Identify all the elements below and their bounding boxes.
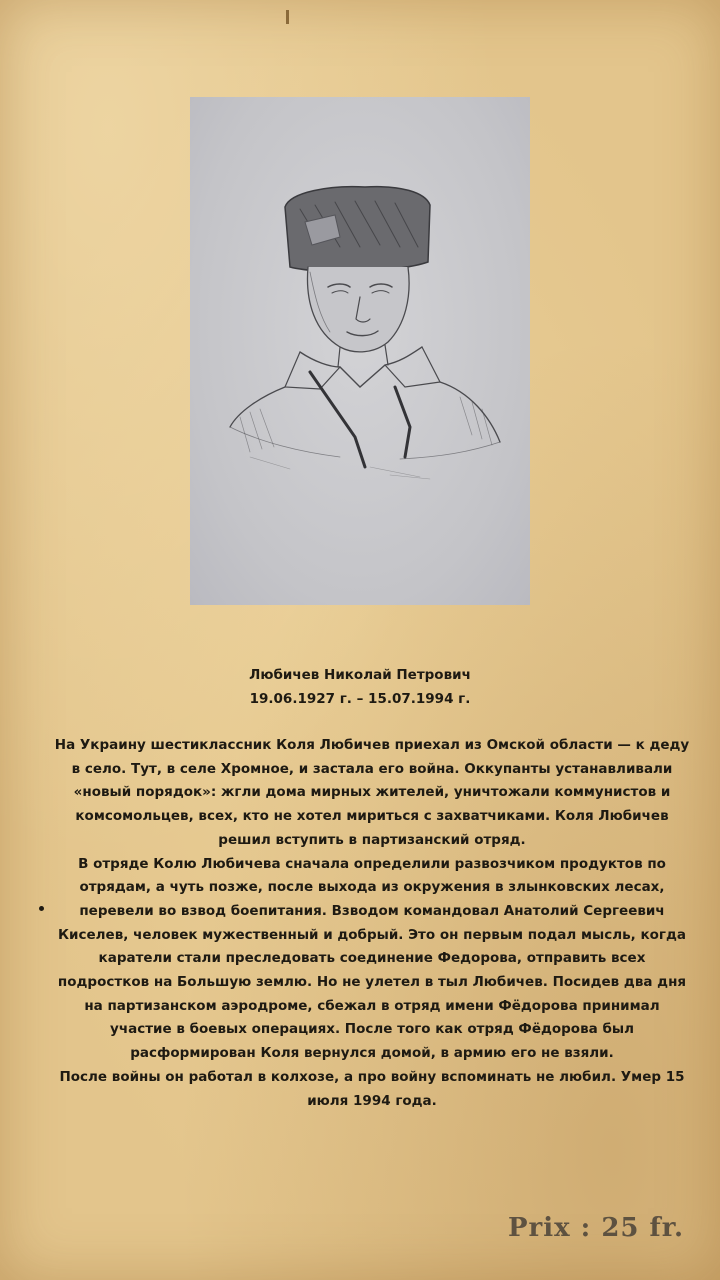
life-dates: 19.06.1927 г. – 15.07.1994 г. bbox=[249, 691, 471, 707]
biography-paragraph: В отряде Колю Любичева сначала определили развозчиком продуктов по отрядам, а чуть позже, после выхода из окружения в злынковских лесах, перевели во взвод боепитания. Взводом командовал Анатолий Сергеевич Киселев, человек мужественный и добрый. Это он первым подал мысль, когда каратели стали преследовать соединение Федорова, отправить всех подростков на Большую землю. Но не улетел в тыл Любичев. Посидев два дня на партизанском аэродроме, сбежал в отряд имени Фёдорова принимал участие в боевых операциях. После того как отряд Фёдорова был расформирован Коля вернулся домой, в армию его не взяли. bbox=[57, 855, 687, 1062]
biography-text bbox=[52, 734, 692, 1113]
biography-paragraph: После войны он работал в колхозе, а про войну вспоминать не любил. Умер 15 июля 1994 года. bbox=[59, 1068, 685, 1109]
portrait-sketch bbox=[190, 97, 530, 605]
paper-mark bbox=[286, 10, 289, 24]
ink-dot bbox=[39, 906, 44, 911]
biography-paragraph: На Украину шестиклассник Коля Любичев приехал из Омской области — к деду в село. Тут, в селе Хромное, и застала его война. Оккупанты устанавливали «новый порядок»: жгли дома мирных жителей, уничтожали коммунистов и комсомольцев, всех, кто не хотел мириться с захватчиками. Коля Любичев решил вступить в партизанский отряд. bbox=[54, 737, 690, 848]
person-name: Любичев Николай Петрович bbox=[249, 667, 471, 683]
portrait-drawing bbox=[190, 97, 530, 605]
price-stamp: Prix : 25 fr. bbox=[508, 1213, 685, 1243]
